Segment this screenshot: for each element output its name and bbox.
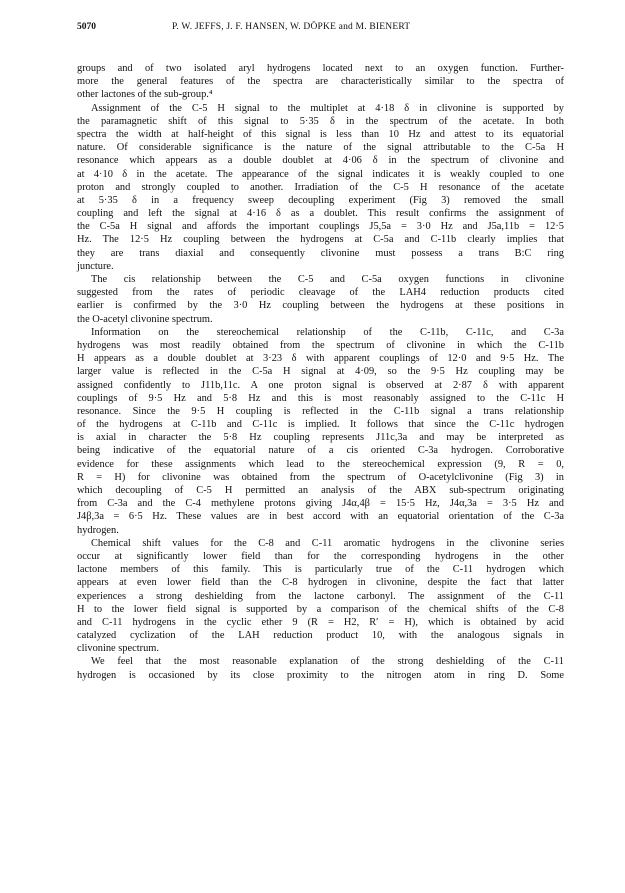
text-line: the C-5a H signal and affords the important couplings J5,5a = 3·0 Hz and J5a,11b = 12·5 bbox=[77, 221, 564, 233]
text-line: other lactones of the sub-group.⁴ bbox=[77, 89, 213, 101]
text-line: and C-11 hydrogens in the cyclic ether 9 (R = H2, R′ = H), which is obtained by acid bbox=[77, 616, 564, 628]
text-line: hydrogens was most readily obtained from the spectrum of clivonine in which the C-11b bbox=[77, 339, 564, 351]
text-line: of the hydrogens at C-11b and C-11c is implied. It follows that since the C-11c hydrogen bbox=[77, 419, 564, 431]
text-line: Information on the stereochemical relationship of the C-11b, C-11c, and C-3a bbox=[91, 326, 564, 338]
text-line: from C-3a and the C-4 methylene protons giving J4α,4β = 15·5 Hz, J4α,3a = 3·5 Hz and bbox=[77, 498, 564, 510]
text-line: clivonine spectrum. bbox=[77, 643, 159, 655]
running-header bbox=[77, 22, 564, 36]
body-text bbox=[77, 62, 564, 682]
text-line: Hz. The 12·5 Hz coupling between the hydrogens at C-5a and C-11b clearly implies that bbox=[77, 234, 564, 246]
text-line: J4β,3a = 6·5 Hz. These values are in best accord with an equatorial orientation of the C-3a bbox=[77, 511, 564, 523]
text-line: Assignment of the C-5 H signal to the multiplet at 4·18 δ in clivonine is supported by bbox=[91, 102, 564, 114]
text-line: H to the lower field signal is supported by a comparison of the chemical shifts of the C-8 bbox=[77, 603, 564, 615]
text-line: more the general features of the spectra are characteristically similar to the spectra of bbox=[77, 76, 564, 88]
text-line: couplings of 9·5 Hz and 5·8 Hz and this is most reasonably assigned to the C-11c H bbox=[77, 392, 564, 404]
text-line: appears at even lower field than the C-8 hydrogen in clivonine, despite the fact that latter bbox=[77, 577, 564, 589]
text-line: occur at significantly lower field than for the corresponding hydrogens in the other bbox=[77, 550, 564, 562]
page-number: 5070 bbox=[77, 22, 96, 32]
text-line: evidence for these assignments which lead to the stereochemical expression (9, R = 0, bbox=[77, 458, 564, 470]
text-line: at 5·35 δ in a frequency sweep decoupling experiment (Fig 3) removed the small bbox=[77, 194, 564, 206]
text-line: proton and strongly coupled to another. Irradiation of the C-5 H resonance of the acetate bbox=[77, 181, 564, 193]
text-line: is axial in character the 5·8 Hz coupling represents J11c,3a and may be interpreted as bbox=[77, 432, 564, 444]
text-line: the O-acetyl clivonine spectrum. bbox=[77, 313, 213, 325]
text-line: coupling and left the signal at 4·16 δ as a doublet. This result confirms the assignment of bbox=[77, 208, 564, 220]
text-line: which decoupling of C-5 H permitted an analysis of the ABX sub-spectrum originating bbox=[77, 485, 564, 496]
text-line: resonance. Since the 9·5 H coupling is reflected in the C-11b signal a trans relationship bbox=[77, 405, 564, 417]
text-line: We feel that the most reasonable explanation of the strong deshielding of the C-11 bbox=[91, 656, 564, 668]
text-line: The cis relationship between the C-5 and C-5a oxygen functions in clivonine bbox=[91, 274, 564, 285]
running-head-authors: P. W. JEFFS, J. F. HANSEN, W. DÖPKE and M. BIENERT bbox=[172, 22, 411, 32]
text-line: experiences a strong deshielding from the lactone carbonyl. The assignment of the C-11 bbox=[77, 590, 564, 602]
text-line: resonance which appears as a double doublet at 4·06 δ in the spectrum of clivonine and bbox=[77, 155, 564, 167]
text-line: being indicative of the equatorial nature of a cis oriented C-3a hydrogen. Corroborative bbox=[77, 445, 564, 457]
text-line: groups and of two isolated aryl hydrogens located next to an oxygen function. Further- bbox=[77, 63, 564, 74]
text-line: juncture. bbox=[77, 260, 114, 272]
text-line: H appears as a double doublet at 3·23 δ with apparent couplings of 12·0 and 9·5 Hz. The bbox=[77, 353, 564, 365]
text-line: at 4·10 δ in the acetate. The appearance of the signal indicates it is weakly coupled to one bbox=[77, 168, 564, 180]
text-line: they are trans diaxial and consequently clivonine must possess a trans B:C ring bbox=[77, 247, 564, 259]
text-line: the paramagnetic shift of this signal to 5·35 δ in the spectrum of the acetate. In both bbox=[77, 115, 564, 127]
text-line: larger value is reflected in the C-5a H signal at 4·09, so the 9·5 Hz coupling may be bbox=[77, 366, 564, 378]
text-line: assigned confidently to J11b,11c. A one proton signal is observed at 2·87 δ with apparent bbox=[77, 379, 564, 391]
text-line: Chemical shift values for the C-8 and C-11 aromatic hydrogens in the clivonine series bbox=[91, 537, 564, 549]
text-line: suggested from the rates of periodic cleavage of the LAH4 reduction products cited bbox=[77, 287, 564, 299]
text-line: lactone members of this family. This is particularly true of the C-11 hydrogen which bbox=[77, 564, 564, 576]
text-line: nature. Of considerable significance is the nature of the signal attributable to the C-5a H bbox=[77, 142, 564, 154]
text-line: earlier is confirmed by the 3·0 Hz coupling between the hydrogens at these positions in bbox=[77, 300, 564, 312]
text-line: catalyzed cyclization of the LAH reduction product 10, with the analogous signals in bbox=[77, 630, 564, 642]
text-line: R = H) for clivonine was obtained from the spectrum of O-acetylclivonine (Fig 3) in bbox=[77, 471, 564, 483]
text-line: hydrogen is occasioned by its close proximity to the nitrogen atom in ring D. Some bbox=[77, 669, 564, 681]
text-line: spectra the width at half-height of this signal is less than 10 Hz and attest to its equatorial bbox=[77, 128, 564, 140]
text-line: hydrogen. bbox=[77, 524, 119, 536]
